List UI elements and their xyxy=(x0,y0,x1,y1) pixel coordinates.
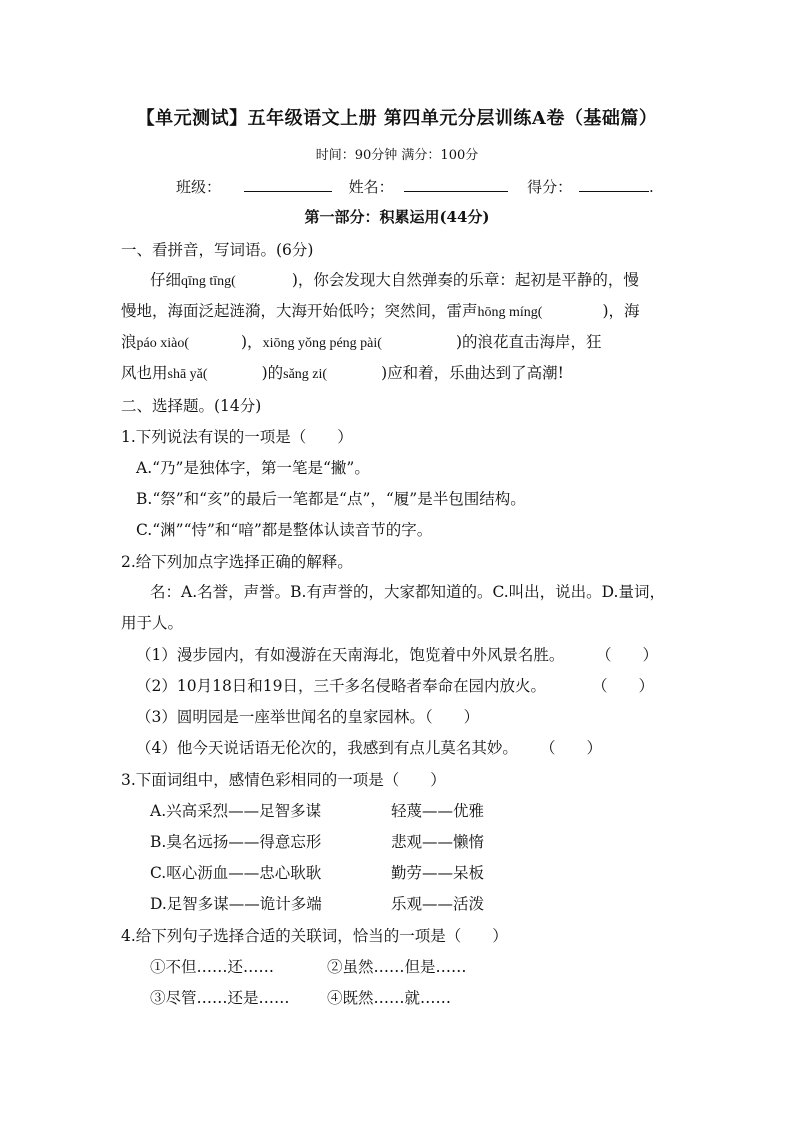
score-label: 得分： xyxy=(527,178,573,196)
q3-option-b-right[interactable]: 悲观——懒惰 xyxy=(391,833,485,851)
q2-definition-line1: 名：A.名誉，声誉。B.有声誉的，大家都知道的。C.叫出，说出。D.量词， xyxy=(150,583,665,601)
q1-option-b[interactable]: B.“祭”和“亥”的最后一笔都是“点”，“履”是半包围结构。 xyxy=(136,490,526,508)
q2-item-1: （1）漫步园内，有如漫游在天南海北，饱览着中外风景名胜。 xyxy=(136,646,565,664)
student-info-row xyxy=(176,176,654,197)
q2-item-2: （2）10月18日和19日，三千多名侵略者奉命在园内放火。 xyxy=(136,677,547,695)
question-2: 2.给下列加点字选择正确的解释。 xyxy=(121,553,353,571)
name-blank[interactable] xyxy=(404,177,508,192)
part-heading: 第一部分：积累运用(44分) xyxy=(304,208,490,226)
pinyin: qīng tīng( xyxy=(181,274,236,289)
question-3: 3.下面词组中，感情色彩相同的一项是（ ） xyxy=(121,771,446,789)
q2-item-4: （4）他今天说话语无伦次的，我感到有点儿莫名其妙。 xyxy=(136,739,518,757)
question-1: 1.下列说法有误的一项是（ ） xyxy=(121,428,353,446)
text: )，你会发现大自然弹奏的乐章：起初是平静的，慢 xyxy=(291,271,639,289)
text: )，海 xyxy=(602,302,640,320)
q3-option-a-right[interactable]: 轻蔑——优雅 xyxy=(391,802,485,820)
q3-option-b-left[interactable]: B.臭名远扬——得意忘形 xyxy=(150,833,322,851)
pinyin: sǎng zi( xyxy=(283,367,328,382)
section2-heading: 二、选择题。(14分) xyxy=(121,397,262,415)
text: )的浪花直击海岸，狂 xyxy=(455,333,602,351)
end-mark: . xyxy=(648,178,654,196)
q1-option-a[interactable]: A.“乃”是独体字，第一笔是“撇”。 xyxy=(136,459,370,477)
score-blank[interactable] xyxy=(579,177,649,192)
text: 仔细 xyxy=(150,271,182,289)
question-4: 4.给下列句子选择合适的关联词，恰当的一项是（ ） xyxy=(121,927,508,945)
q3-option-a-left[interactable]: A.兴高采烈——足智多谋 xyxy=(150,802,322,820)
pinyin: páo xiào( xyxy=(136,336,189,351)
pinyin: xiōng yǒng péng pài( xyxy=(262,336,382,351)
q3-option-c-right[interactable]: 勤劳——呆板 xyxy=(391,864,485,882)
text: )的 xyxy=(261,364,284,382)
q4-option-4[interactable]: ④既然……就…… xyxy=(327,989,452,1007)
section1-line2 xyxy=(121,299,640,321)
page-title: 【单元测试】五年级语文上册 第四单元分层训练A卷（基础篇） xyxy=(136,108,658,129)
class-blank[interactable] xyxy=(244,177,332,192)
class-label: 班级： xyxy=(176,178,222,196)
q4-option-1[interactable]: ①不但……还…… xyxy=(150,958,275,976)
exam-meta: 时间：90分钟 满分：100分 xyxy=(315,148,479,163)
q2-item-3: （3）圆明园是一座举世闻名的皇家园林。（ ） xyxy=(136,708,480,726)
pinyin: hōng míng( xyxy=(477,305,543,320)
q4-option-3[interactable]: ③尽管……还是…… xyxy=(150,989,290,1007)
q2-item-2-answer[interactable]: （ ） xyxy=(592,677,655,695)
q2-item-4-answer[interactable]: （ ） xyxy=(540,739,603,757)
pinyin: shā yǎ( xyxy=(167,367,208,382)
text: 浪 xyxy=(121,333,137,351)
q1-option-c[interactable]: C.“渊”“恃”和“喑”都是整体认读音节的字。 xyxy=(136,521,433,539)
q2-definition-line2: 用于人。 xyxy=(121,614,184,632)
q2-item-1-answer[interactable]: （ ） xyxy=(596,646,659,664)
text: )应和着，乐曲达到了高潮! xyxy=(381,364,564,382)
text: 慢地，海面泛起涟漪，大海开始低吟；突然间，雷声 xyxy=(121,302,478,320)
name-label: 姓名： xyxy=(348,178,394,196)
section1-line3 xyxy=(121,330,602,352)
section1-line4 xyxy=(121,361,564,383)
text: 风也用 xyxy=(121,364,168,382)
q3-option-d-left[interactable]: D.足智多谋——诡计多端 xyxy=(150,895,322,913)
q3-option-d-right[interactable]: 乐观——活泼 xyxy=(391,895,485,913)
section1-heading: 一、看拼音，写词语。(6分) xyxy=(121,241,314,259)
q3-option-c-left[interactable]: C.呕心沥血——忠心耿耿 xyxy=(150,864,322,882)
q4-option-2[interactable]: ②虽然……但是…… xyxy=(327,958,467,976)
text: )， xyxy=(241,333,263,351)
section1-line1 xyxy=(150,268,639,290)
